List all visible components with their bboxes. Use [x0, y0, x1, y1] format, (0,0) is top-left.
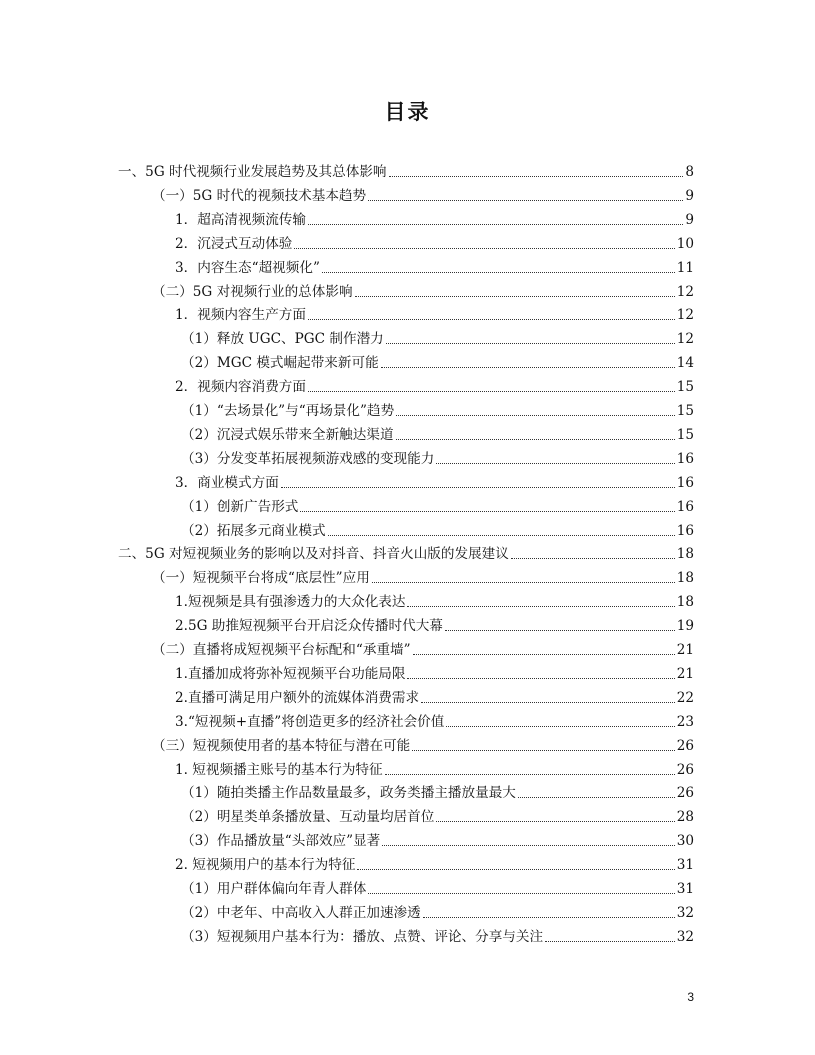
toc-entry-title: 1.短视频是具有强渗透力的大众化表达 — [175, 594, 406, 611]
toc-entry-title: （1）“去场景化”与“再场景化”趋势 — [181, 403, 395, 419]
toc-entry-page: 26 — [676, 761, 694, 778]
toc-entry-page: 9 — [685, 187, 694, 204]
toc-entry[interactable] — [181, 903, 694, 923]
toc-entry-title: （2）MGC 模式崛起带来新可能 — [181, 355, 379, 372]
toc-entry-title: 一、5G 时代视频行业发展趋势及其总体影响 — [118, 164, 387, 180]
toc-entry-page: 26 — [676, 785, 694, 802]
toc-entry-page: 31 — [676, 881, 694, 897]
toc-entry-page: 16 — [676, 450, 694, 467]
toc-entry[interactable] — [181, 879, 694, 899]
page-title: 目录 — [384, 100, 431, 124]
toc-dot-leader — [389, 176, 684, 177]
toc-entry-page: 18 — [676, 594, 694, 611]
toc-entry-page: 12 — [676, 283, 694, 300]
toc-entry-title: 2.5G 助推短视频平台开启泛众传播时代大幕 — [175, 618, 443, 635]
toc-dot-leader — [412, 750, 674, 751]
toc-entry-title: 二、5G 对短视频业务的影响以及对抖音、抖音火山版的发展建议 — [118, 546, 509, 563]
toc-entry-title: 1．超高清视频流传输 — [175, 211, 306, 228]
toc-dot-leader — [407, 606, 674, 607]
toc-entry-page: 18 — [676, 570, 694, 587]
toc-dot-leader — [445, 630, 675, 631]
toc-entry[interactable] — [181, 497, 694, 517]
toc-entry[interactable] — [181, 425, 694, 445]
toc-dot-leader — [357, 869, 674, 870]
toc-entry-title: （二）直播将成短视频平台标配和“承重墙” — [152, 642, 411, 658]
toc-entry[interactable] — [181, 521, 694, 541]
toc-dot-leader — [423, 917, 675, 918]
toc-dot-leader — [308, 391, 675, 392]
toc-entry-title: （二）5G 对视频行业的总体影响 — [152, 283, 353, 300]
toc-entry-page: 26 — [676, 737, 694, 754]
toc-entry[interactable] — [175, 473, 694, 493]
toc-entry[interactable] — [175, 855, 694, 875]
toc-entry[interactable] — [175, 258, 694, 278]
toc-dot-leader — [446, 726, 674, 727]
toc-entry[interactable] — [181, 449, 694, 469]
toc-dot-leader — [511, 558, 675, 559]
toc-entry[interactable] — [175, 712, 694, 732]
toc-entry[interactable] — [181, 807, 694, 827]
toc-dot-leader — [386, 343, 675, 344]
toc-dot-leader — [421, 702, 675, 703]
toc-entry[interactable] — [181, 831, 694, 851]
toc-entry[interactable] — [152, 568, 694, 588]
toc-entry-page: 10 — [676, 235, 694, 252]
toc-entry-page: 21 — [676, 665, 694, 682]
toc-entry-title: 2.直播可满足用户额外的流媒体消费需求 — [175, 689, 420, 706]
toc-entry-title: （3）作品播放量“头部效应”显著 — [181, 833, 381, 850]
toc-dot-leader — [396, 439, 675, 440]
toc-dot-leader — [385, 774, 675, 775]
toc-entry-title: （一）5G 时代的视频技术基本趋势 — [152, 187, 367, 204]
toc-dot-leader — [355, 296, 675, 297]
toc-entry-title: （3）分发变革拓展视频游戏感的变现能力 — [181, 450, 435, 467]
toc-entry[interactable] — [175, 616, 694, 636]
toc-entry-title: （1）随拍类播主作品数量最多，政务类播主播放量最大 — [181, 785, 516, 802]
toc-dot-leader — [294, 248, 674, 249]
toc-dot-leader — [300, 511, 674, 512]
page-number: 3 — [687, 990, 694, 1004]
toc-dot-leader — [368, 200, 683, 201]
toc-entry-page: 31 — [676, 857, 694, 874]
toc-entry[interactable] — [181, 401, 694, 421]
toc-entry[interactable] — [152, 640, 694, 660]
toc-entry-title: （2）拓展多元商业模式 — [181, 522, 326, 539]
toc-entry-title: （1）创新广告形式 — [181, 498, 299, 515]
toc-entry-title: （2）明星类单条播放量、互动量均居首位 — [181, 809, 435, 826]
toc-entry[interactable] — [175, 664, 694, 684]
toc-entry-page: 30 — [676, 833, 694, 850]
toc-entry-page: 16 — [676, 522, 694, 539]
toc-entry[interactable] — [175, 688, 694, 708]
toc-entry-page: 12 — [676, 307, 694, 324]
toc-entry-page: 32 — [676, 928, 694, 945]
toc-entry[interactable] — [175, 210, 694, 230]
toc-dot-leader — [281, 487, 675, 488]
toc-entry-page: 14 — [676, 355, 694, 372]
toc-entry-page: 23 — [676, 713, 694, 730]
toc-entry-title: （2）中老年、中高收入人群正加速渗透 — [181, 904, 421, 921]
toc-entry[interactable] — [175, 305, 694, 325]
toc-entry[interactable] — [181, 783, 694, 803]
toc-dot-leader — [413, 654, 675, 655]
toc-entry-page: 15 — [676, 379, 694, 396]
toc-entry-title: 2．沉浸式互动体验 — [175, 235, 293, 252]
toc-entry[interactable] — [152, 186, 694, 206]
toc-entry-title: （1）释放 UGC、PGC 制作潜力 — [181, 331, 384, 348]
toc-dot-leader — [545, 941, 675, 942]
toc-entry-title: （一）短视频平台将成“底层性”应用 — [152, 570, 370, 587]
toc-entry-page: 19 — [676, 618, 694, 635]
toc-entry[interactable] — [175, 377, 694, 397]
toc-entry[interactable] — [181, 329, 694, 349]
toc-entry-title: （2）沉浸式娱乐带来全新触达渠道 — [181, 426, 394, 443]
toc-dot-leader — [308, 319, 675, 320]
toc-dot-leader — [322, 272, 675, 273]
toc-dot-leader — [328, 535, 675, 536]
toc-entry-page: 16 — [676, 498, 694, 515]
toc-entry-title: （1）用户群体偏向年青人群体 — [181, 881, 367, 897]
toc-dot-leader — [436, 463, 674, 464]
toc-entry[interactable] — [175, 760, 694, 780]
toc-entry-page: 11 — [676, 259, 694, 276]
toc-entry-page: 16 — [676, 474, 694, 491]
toc-entry-page: 32 — [676, 904, 694, 921]
toc-entry-title: 1.直播加成将弥补短视频平台功能局限 — [175, 665, 406, 682]
toc-entry-page: 15 — [676, 426, 694, 443]
toc-entry[interactable] — [118, 544, 694, 564]
toc-entry-page: 21 — [676, 642, 694, 658]
toc-entry-page: 22 — [676, 689, 694, 706]
toc-entry-title: 1．视频内容生产方面 — [175, 307, 306, 324]
toc-entry-page: 18 — [676, 546, 694, 563]
toc-entry-page: 8 — [685, 164, 694, 180]
toc-entry-title: 2．视频内容消费方面 — [175, 379, 306, 396]
toc-entry-title: 2. 短视频用户的基本行为特征 — [175, 857, 356, 874]
toc-dot-leader — [407, 678, 674, 679]
toc-dot-leader — [381, 367, 675, 368]
toc-entry[interactable] — [152, 736, 694, 756]
toc-entry[interactable] — [118, 162, 694, 182]
toc-entry-title: （三）短视频使用者的基本特征与潜在可能 — [152, 737, 411, 754]
toc-entry[interactable] — [175, 234, 694, 254]
toc-entry[interactable] — [152, 282, 694, 302]
toc-dot-leader — [436, 821, 674, 822]
toc-entry-title: （3）短视频用户基本行为：播放、点赞、评论、分享与关注 — [181, 928, 544, 945]
toc-entry[interactable] — [181, 353, 694, 373]
toc-dot-leader — [518, 797, 675, 798]
toc-entry-page: 12 — [676, 331, 694, 348]
toc-dot-leader — [382, 845, 674, 846]
toc-entry-title: 1. 短视频播主账号的基本行为特征 — [175, 761, 383, 778]
toc-dot-leader — [308, 224, 683, 225]
toc-dot-leader — [372, 582, 675, 583]
toc-dot-leader — [368, 893, 674, 894]
toc-dot-leader — [396, 415, 675, 416]
toc-entry[interactable] — [181, 927, 694, 947]
toc-entry[interactable] — [175, 592, 694, 612]
toc-entry-page: 28 — [676, 809, 694, 826]
toc-entry-page: 9 — [685, 211, 694, 228]
toc-entry-title: 3．内容生态“超视频化” — [175, 259, 320, 276]
toc-entry-title: 3．商业模式方面 — [175, 474, 279, 491]
toc-entry-page: 15 — [676, 403, 694, 419]
toc-entry-title: 3.“短视频+直播”将创造更多的经济社会价值 — [175, 713, 445, 730]
